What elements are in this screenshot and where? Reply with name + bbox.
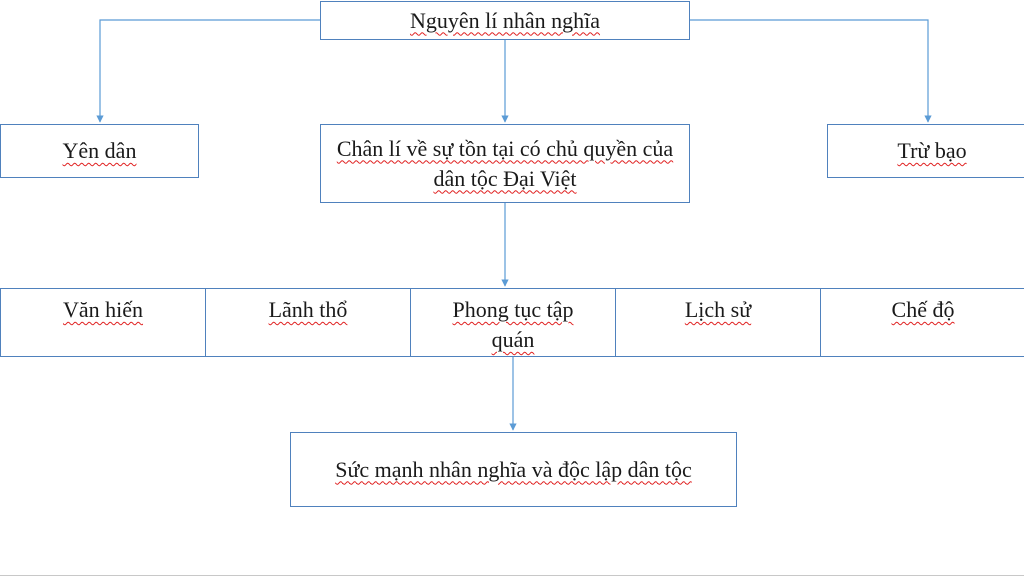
pillar-node-lich-su [615,288,821,357]
pillar-label: Chế độ [891,297,955,322]
pillar-label: Văn hiến [62,297,144,322]
conclusion-label: Sức mạnh nhân nghĩa và độc lập dân tộc [335,456,692,482]
center-branch-node [320,124,690,203]
conclusion-node [290,432,737,507]
pillar-label: Lịch sử [684,297,752,322]
pillar-label: Lãnh thổ [268,297,348,322]
right-branch-label: Trừ bạo [897,138,967,163]
pillar-node-che-do [820,288,1024,357]
pillar-node-phong-tuc [410,288,616,357]
root-node-label: Nguyên lí nhân nghĩa [409,7,601,33]
right-branch-node [827,124,1024,178]
pillar-node-lanh-tho [205,288,411,357]
root-node [320,1,690,40]
page-bottom-divider [0,575,1024,576]
pillar-label: Phong tục tập quán [452,297,574,352]
connector-root-to-right [690,20,928,122]
connector-root-to-left [100,20,320,122]
center-branch-label: Chân lí về sự tồn tại có chủ quyền của dân tộc Đại Việt [336,135,674,191]
left-branch-node [0,124,199,178]
pillar-node-van-hien [0,288,206,357]
left-branch-label: Yên dân [62,138,137,163]
